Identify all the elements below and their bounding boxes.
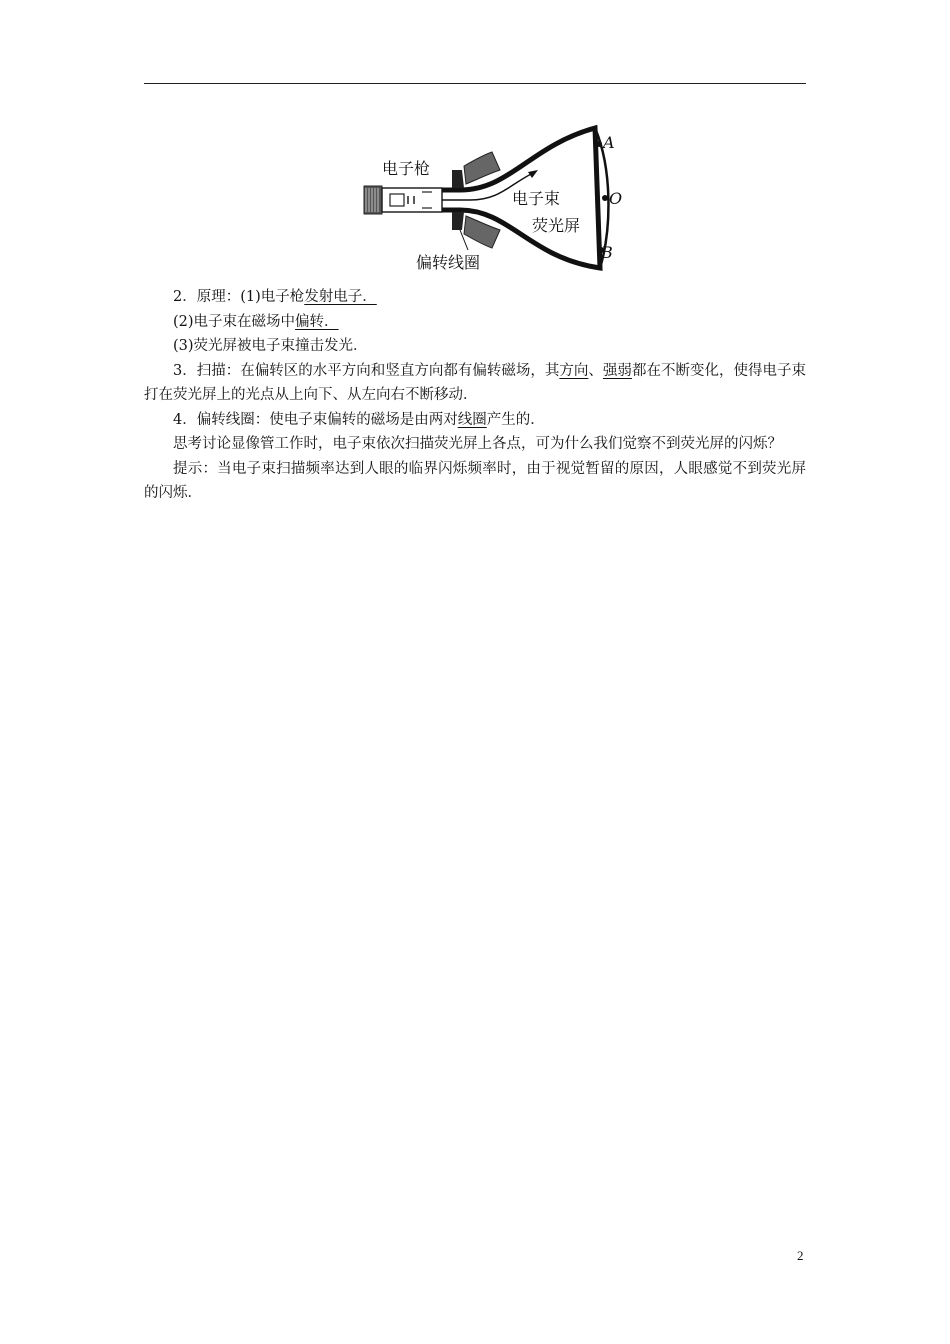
paragraph-scanning	[144, 359, 806, 408]
label-phosphor-screen: 荧光屏	[532, 216, 581, 235]
point-a-dot	[596, 141, 602, 147]
label-electron-gun: 电子枪	[382, 159, 431, 178]
text-span: 、	[588, 362, 603, 379]
label-point-o: O	[609, 189, 623, 208]
paragraph-principle-3: (3)荧光屏被电子束撞击发光．	[173, 338, 368, 354]
label-electron-beam: 电子束	[512, 189, 561, 208]
underlined-answer: 线圈	[457, 411, 487, 428]
label-deflection-coil: 偏转线圈	[416, 253, 481, 272]
underlined-answer: 发射电子．	[304, 289, 377, 305]
paragraph-discussion: 思考讨论显像管工作时，电子束依次扫描荧光屏上各点，可为什么我们觉察不到荧光屏的闪烁？	[173, 436, 782, 452]
beam-arrow	[528, 170, 538, 178]
text-span: 产生的．	[486, 411, 545, 428]
gun-base	[364, 186, 382, 214]
point-o-dot	[602, 195, 608, 201]
coil-bottom-block	[452, 212, 464, 230]
text-span: 3．扫描：在偏转区的水平方向和竖直方向都有偏转磁场，其	[173, 362, 560, 379]
body-text	[144, 285, 806, 506]
text-span: (2)电子束在磁场中	[173, 313, 296, 330]
text-span: 2．原理：(1)电子枪	[173, 289, 305, 305]
paragraph-principle-2	[144, 310, 806, 335]
label-point-b: B	[601, 243, 613, 262]
underlined-answer: 强弱	[602, 362, 632, 379]
underlined-answer: 偏转．	[295, 313, 339, 330]
paragraph-principle-1	[144, 285, 806, 310]
coil-top	[464, 152, 500, 184]
gun-tube	[382, 188, 442, 212]
paragraph-deflection-coil	[144, 408, 806, 433]
underlined-answer: 方向	[559, 362, 589, 379]
page-number: 2	[797, 1248, 804, 1263]
label-point-a: A	[603, 133, 615, 152]
header-rule	[144, 83, 806, 84]
crt-diagram	[360, 118, 630, 278]
crt-diagram-svg	[360, 118, 630, 278]
text-span: 4．偏转线圈：使电子束偏转的磁场是由两对	[173, 411, 458, 428]
coil-top-block	[452, 170, 464, 188]
paragraph-hint: 提示：当电子束扫描频率达到人眼的临界闪烁频率时，由于视觉暂留的原因，人眼感觉不到荧光屏的闪烁．	[144, 460, 806, 501]
text-span: 都在不断变化，使得电子束打在荧光屏上的光点从上向下、从左向右不断移动．	[144, 362, 807, 403]
